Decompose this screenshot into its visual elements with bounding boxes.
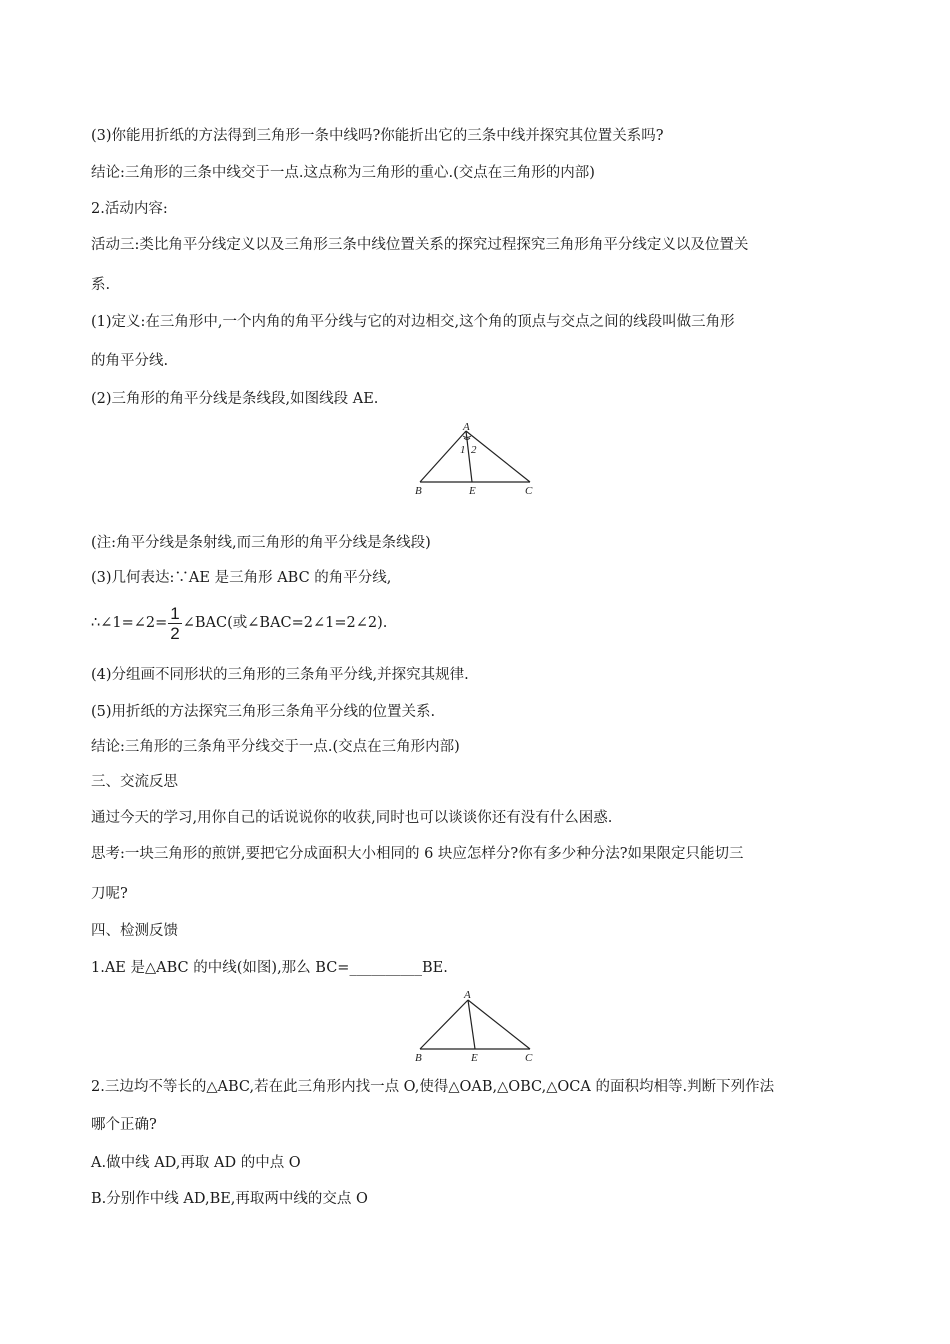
text-line: 系. xyxy=(91,277,111,293)
text-line: (1)定义:在三角形中,一个内角的角平分线与它的对边相交,这个角的顶点与交点之间的线段叫做三角形 xyxy=(91,314,735,330)
text-line: (3)你能用折纸的方法得到三角形一条中线吗?你能折出它的三条中线并探究其位置关系吗? xyxy=(91,128,664,144)
vertex-label-c: C xyxy=(525,485,533,497)
triangle-figure-2 xyxy=(406,985,546,1065)
point-label-e: E xyxy=(471,1052,478,1064)
text-line: (5)用折纸的方法探究三角形三条角平分线的位置关系. xyxy=(91,704,436,720)
section-heading: 三、交流反思 xyxy=(91,774,178,790)
fraction-numerator: 1 xyxy=(170,603,180,623)
text-line: (2)三角形的角平分线是条线段,如图线段 AE. xyxy=(91,391,379,407)
text-line: (注:角平分线是条射线,而三角形的角平分线是条线段) xyxy=(91,535,431,551)
vertex-label-c: C xyxy=(525,1052,533,1064)
text-line: 的角平分线. xyxy=(91,353,169,369)
vertex-label-a: A xyxy=(463,421,470,433)
option-b: B.分别作中线 AD,BE,再取两中线的交点 O xyxy=(91,1191,368,1207)
point-label-e: E xyxy=(469,485,476,497)
text-line: 刀呢? xyxy=(91,886,128,902)
formula-prefix: ∴∠1=∠2= xyxy=(91,615,168,631)
vertex-label-a: A xyxy=(464,989,471,1001)
fraction-one-half xyxy=(168,604,181,643)
fraction-denominator: 2 xyxy=(170,623,180,643)
angle-label-2: 2 xyxy=(471,444,477,456)
angle-label-1: 1 xyxy=(460,444,466,456)
text-line: 哪个正确? xyxy=(91,1117,157,1133)
text-line: 思考:一块三角形的煎饼,要把它分成面积大小相同的 6 块应怎样分?你有多少种分法?如果限定只能切三 xyxy=(91,846,744,862)
text-line: 活动三:类比角平分线定义以及三角形三条中线位置关系的探究过程探究三角形角平分线定义以及位置关 xyxy=(91,237,749,253)
section-heading: 四、检测反馈 xyxy=(91,923,178,939)
question-1: 1.AE 是△ABC 的中线(如图),那么 BC=__________BE. xyxy=(91,960,448,976)
text-line: 结论:三角形的三条中线交于一点.这点称为三角形的重心.(交点在三角形的内部) xyxy=(91,165,595,181)
text-line: 2.活动内容: xyxy=(91,201,168,217)
text-line: 通过今天的学习,用你自己的话说说你的收获,同时也可以谈谈你还有没有什么困惑. xyxy=(91,810,613,826)
formula-suffix: ∠BAC(或∠BAC=2∠1=2∠2). xyxy=(182,615,388,631)
text-line: (3)几何表达:∵AE 是三角形 ABC 的角平分线, xyxy=(91,570,392,586)
vertex-label-b: B xyxy=(415,485,422,497)
question-2: 2.三边均不等长的△ABC,若在此三角形内找一点 O,使得△OAB,△OBC,△OCA 的面积均相等.判断下列作法 xyxy=(91,1079,775,1095)
option-a: A.做中线 AD,再取 AD 的中点 O xyxy=(91,1155,301,1171)
triangle-figure-1 xyxy=(406,418,546,498)
text-line: 结论:三角形的三条角平分线交于一点.(交点在三角形内部) xyxy=(91,739,460,755)
vertex-label-b: B xyxy=(415,1052,422,1064)
text-line: (4)分组画不同形状的三角形的三条角平分线,并探究其规律. xyxy=(91,667,469,683)
formula-line xyxy=(91,603,387,643)
